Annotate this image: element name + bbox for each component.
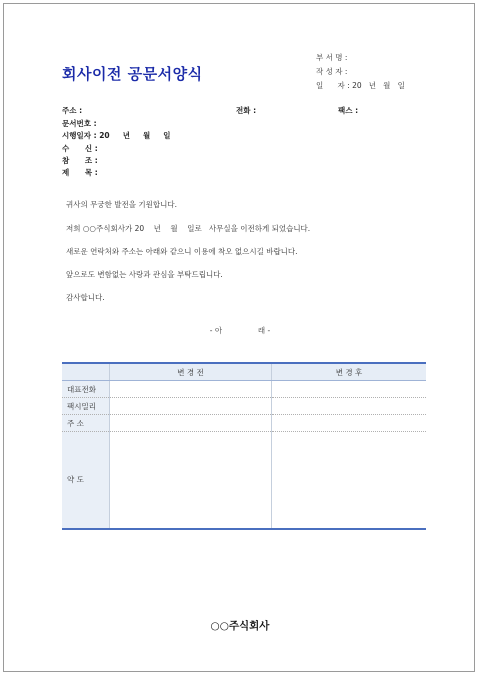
author-info-block: [316, 51, 405, 93]
header-before: 변 경 전: [110, 363, 272, 381]
map-after-cell[interactable]: [272, 432, 427, 529]
document-title: 회사이전 공문서양식: [62, 65, 203, 83]
row-label-phone: 대표전화: [62, 381, 110, 398]
document-page: [3, 3, 475, 672]
doc-number-label: 문서번호 :: [62, 119, 97, 128]
fax-before-cell[interactable]: [110, 398, 272, 415]
reference-label: 참 조 :: [62, 156, 98, 165]
body-paragraph-5: 감사합니다.: [66, 293, 105, 302]
issue-date-label: 시행일자 : 20 년 월 일: [62, 131, 171, 140]
recipient-label: 수 신 :: [62, 144, 98, 153]
fax-after-cell[interactable]: [272, 398, 427, 415]
table-row: [62, 398, 426, 415]
body-paragraph-2: 저희 ○○주식회사가 20 년 월 일로 사무실을 이전하게 되었습니다.: [66, 224, 311, 233]
fax-label: 팩스 :: [338, 106, 359, 115]
table-row: [62, 415, 426, 432]
address-after-cell[interactable]: [272, 415, 427, 432]
body-paragraph-1: 귀사의 무궁한 발전을 기원합니다.: [66, 200, 177, 209]
table-header-row: [62, 363, 426, 381]
table-row: [62, 381, 426, 398]
subject-label: 제 목 :: [62, 168, 98, 177]
row-label-map: 약 도: [62, 432, 110, 529]
row-label-address: 주 소: [62, 415, 110, 432]
date-line: 일 자 : 20 년 월 일: [316, 81, 405, 90]
body-paragraph-4: 앞으로도 변함없는 사랑과 관심을 부탁드립니다.: [66, 270, 223, 279]
address-label: 주소 :: [62, 106, 83, 115]
phone-before-cell[interactable]: [110, 381, 272, 398]
change-table: [62, 362, 426, 530]
body-paragraph-3: 새로운 연락처와 주소는 아래와 같으니 이용에 착오 없으시길 바랍니다.: [66, 247, 298, 256]
author-line: 작 성 자 :: [316, 67, 348, 76]
phone-label: 전화 :: [236, 106, 257, 115]
phone-after-cell[interactable]: [272, 381, 427, 398]
row-label-fax: 팩시밀리: [62, 398, 110, 415]
dept-name-line: 부 서 명 :: [316, 53, 348, 62]
header-after: 변 경 후: [272, 363, 427, 381]
below-heading: - 아 래 -: [209, 326, 271, 335]
address-before-cell[interactable]: [110, 415, 272, 432]
table-row: [62, 432, 426, 529]
company-name: ○○주식회사: [210, 620, 270, 632]
map-before-cell[interactable]: [110, 432, 272, 529]
table-corner-cell: [62, 363, 110, 381]
